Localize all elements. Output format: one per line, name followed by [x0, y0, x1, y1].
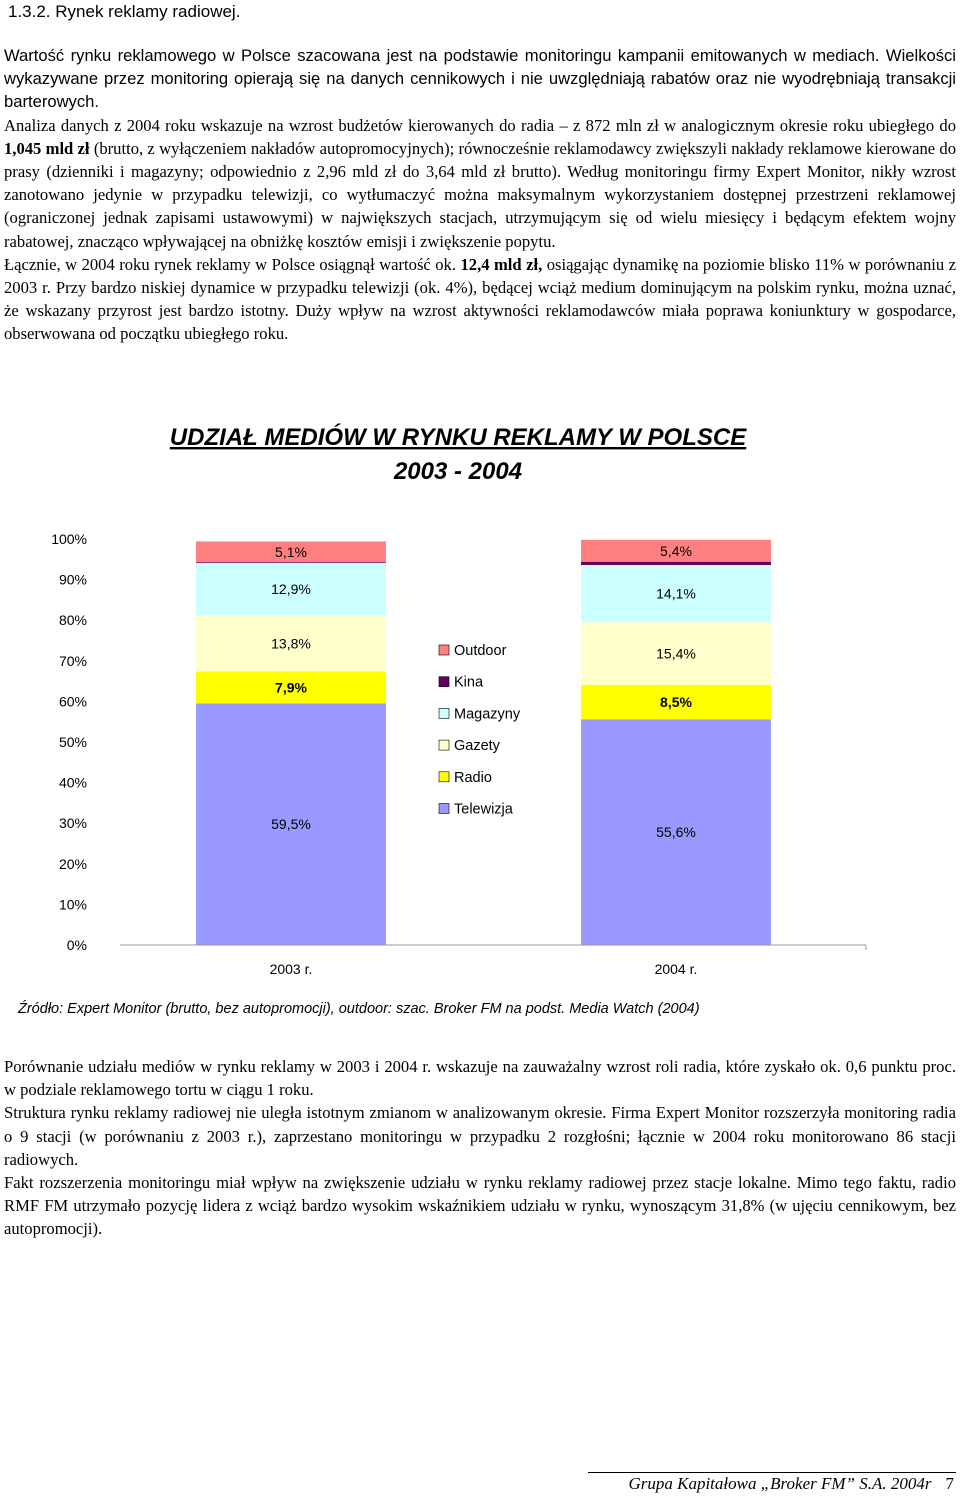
legend-swatch-telewizja: [439, 804, 449, 814]
body-text-top: [4, 44, 956, 346]
section-heading: 1.3.2. Rynek reklamy radiowej.: [8, 2, 241, 21]
paragraph-monitoring: Fakt rozszerzenia monitoringu miał wpływ na zwiększenie udziału w rynku reklamy radiowej przez stacje lokalne. Mimo tego faktu, radio RMF FM utrzymało pozycję lidera z wciąż bardzo wysokim wskaźnikiem udziału w rynku, wynoszącym 31,8% (w ujęciu cennikowym, bez autopromocji).: [4, 1173, 956, 1239]
y-tick-label: 20%: [58, 855, 87, 872]
legend-swatch-kina: [439, 677, 449, 687]
intro-paragraph: Wartość rynku reklamowego w Polsce szacowana jest na podstawie monitoringu kampanii emitowanych w mediach. Wielkości wykazywane przez monitoring opierają się na danych cennikowych i nie uwzględniają rabatów oraz nie wyodrębniają transakcji barterowych.: [4, 46, 956, 112]
legend-swatch-magazyny: [439, 708, 449, 718]
data-label: 5,4%: [660, 542, 692, 559]
y-tick-label: 30%: [58, 815, 87, 832]
data-label: 13,8%: [271, 635, 311, 652]
x-tick-label: 2003 r.: [269, 961, 313, 977]
y-tick-label: 80%: [58, 612, 87, 629]
legend-swatch-outdoor: [439, 645, 449, 655]
para1-text-b: (brutto, z wyłączeniem nakładów autopromocyjnych); równocześnie reklamodawcy zwiększyli nakłady reklamowe kierowane do prasy (dzienniki i magazyny; odpowiednio z 2,96 mld zł do 3,64 mld zł brutto). Według monitoringu firmy Expert Monitor, nikły wzrost zanotowano jedynie w przypadku telewizji, co wytłumaczyć można maksymalnym wykorzystaniem dostępnej przestrzeni reklamowej (ograniczonej jednak zapisami ustawowymi) w największych stacjach, utrzymującym się od wielu miesięcy i będącym efektem wojny rabatowej, znacząco wpływającej na obniżkę kosztów emisji i zwiększenie popytu.: [4, 138, 956, 251]
data-label: 12,9%: [271, 581, 311, 598]
bar-segment-kina: [196, 562, 386, 563]
y-tick-label: 0%: [66, 937, 87, 953]
para2-text-b: osiągając dynamikę na poziomie blisko 11% w porównaniu z 2003 r. Przy bardzo niskiej dynamice w przypadku telewizji (ok. 4%), będącej wciąż medium dominującym na polskim rynku, można uznać, że wskazany przyrost jest bardzo istotny. Duży wpływ na wzrost aktywności reklamodawców miała poprawa koniunktury w gospodarce, obserwowana od początku ubiegłego roku.: [4, 254, 956, 344]
data-label: 15,4%: [656, 645, 696, 662]
y-tick-label: 40%: [58, 774, 87, 791]
data-label: 5,1%: [275, 543, 307, 560]
para1-bold: 1,045 mld zł: [4, 138, 90, 158]
legend-label: Kina: [454, 674, 484, 691]
footer-rule: [588, 1472, 956, 1473]
data-label: 55,6%: [656, 824, 696, 841]
data-label: 7,9%: [275, 679, 307, 696]
legend-swatch-radio: [439, 772, 449, 782]
chart-title: UDZIAŁ MEDIÓW W RYNKU REKLAMY W POLSCE: [169, 424, 747, 451]
chart-subtitle: 2003 - 2004: [393, 458, 523, 485]
y-tick-label: 100%: [51, 531, 87, 547]
y-tick-label: 50%: [58, 734, 87, 750]
body-text-bottom: [4, 1055, 956, 1241]
chart-source: Źródło: Expert Monitor (brutto, bez autopromocji), outdoor: szac. Broker FM na podst. Media Watch (2004): [18, 1001, 700, 1017]
para2-bold: 12,4 mld zł,: [460, 254, 543, 274]
media-share-chart: [0, 410, 960, 1030]
data-label: 8,5%: [660, 694, 692, 711]
footer-text: Grupa Kapitałowa „Broker FM” S.A. 2004r: [628, 1474, 932, 1493]
legend: [439, 643, 521, 818]
data-label: 59,5%: [271, 816, 311, 833]
y-tick-label: 90%: [58, 571, 87, 588]
legend-label: Radio: [454, 769, 492, 786]
paragraph-market-total: [4, 253, 956, 346]
paragraph-comparison: Porównanie udziału mediów w rynku reklamy w 2003 i 2004 r. wskazuje na zauważalny wzrost roli radia, które zyskało ok. 0,6 punktu proc. w podziale reklamowego tortu w ciągu 1 roku.: [4, 1057, 956, 1100]
data-label: 14,1%: [656, 585, 696, 602]
legend-label: Magazyny: [454, 706, 521, 723]
x-axis: [120, 945, 866, 977]
legend-swatch-gazety: [439, 740, 449, 750]
legend-label: Gazety: [454, 738, 500, 755]
y-axis: [51, 531, 87, 953]
page-number: 7: [945, 1474, 954, 1493]
paragraph-budget-analysis: [4, 114, 956, 253]
legend-label: Telewizja: [454, 801, 513, 818]
y-tick-label: 10%: [58, 896, 87, 913]
bar-segment-kina: [581, 562, 771, 565]
page-footer: [628, 1474, 954, 1494]
y-tick-label: 70%: [58, 652, 87, 669]
para2-text-a: Łącznie, w 2004 roku rynek reklamy w Polsce osiągnął wartość ok.: [4, 254, 461, 274]
y-tick-label: 60%: [58, 693, 87, 710]
x-tick-label: 2004 r.: [654, 961, 698, 977]
paragraph-structure: Struktura rynku reklamy radiowej nie uległa istotnym zmianom w analizowanym okresie. Firma Expert Monitor rozszerzyła monitoring radia o 9 stacji (w porównaniu z 2003 r.), zaprzestano monitoringu w przypadku 2 rozgłośni; łącznie w 2004 roku monitorowano 86 stacji radiowych.: [4, 1103, 956, 1169]
para1-text-a: Analiza danych z 2004 roku wskazuje na wzrost budżetów kierowanych do radia – z 872 mln zł w analogicznym okresie roku ubiegłego do: [4, 115, 956, 135]
legend-label: Outdoor: [454, 643, 507, 659]
